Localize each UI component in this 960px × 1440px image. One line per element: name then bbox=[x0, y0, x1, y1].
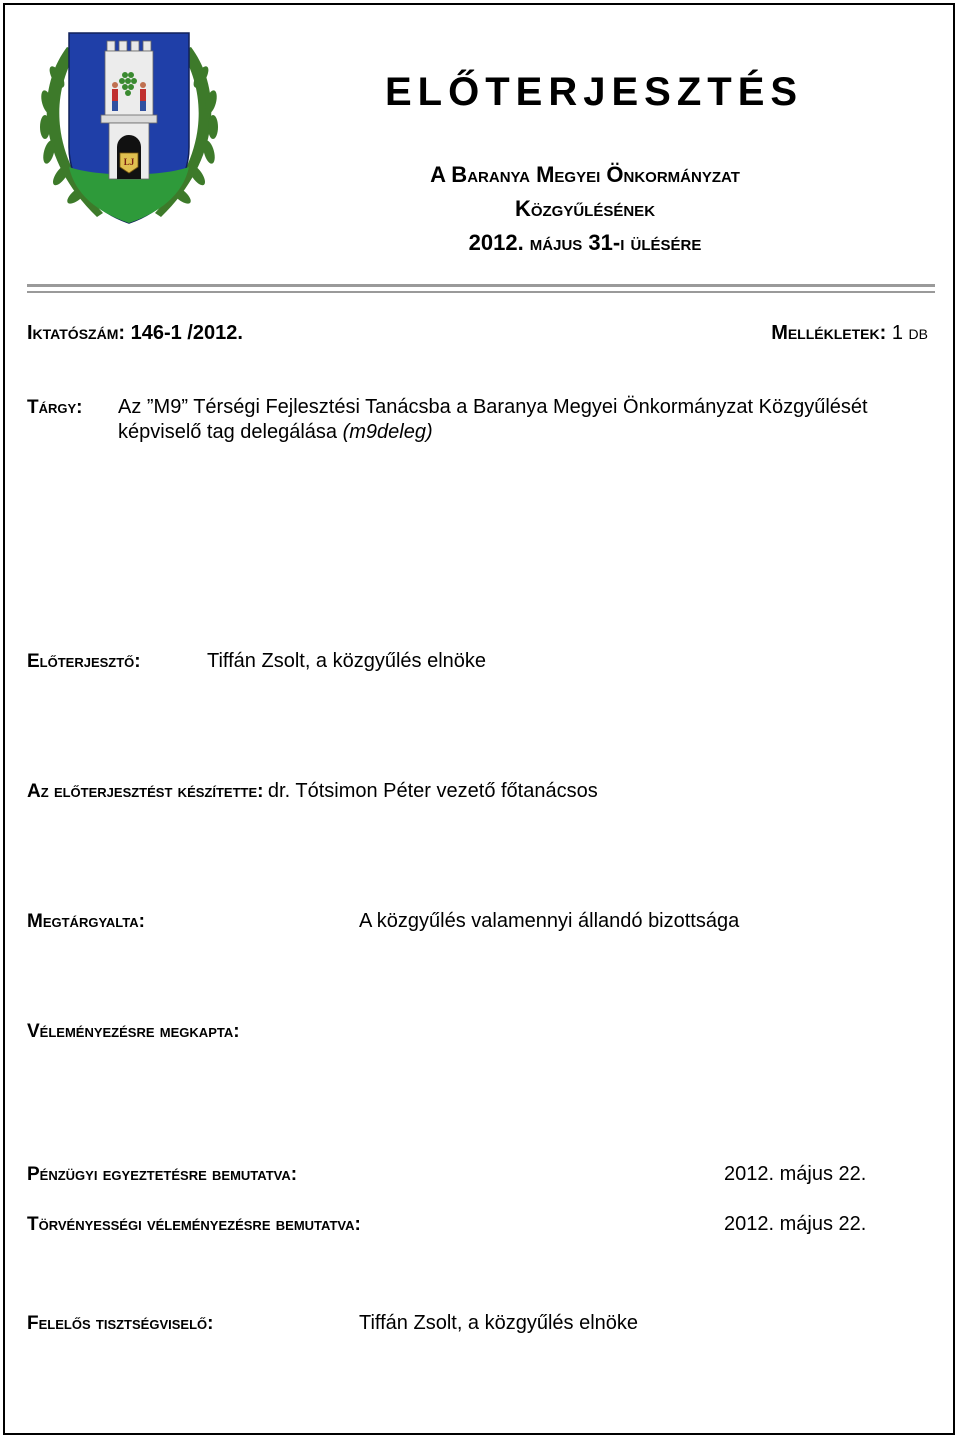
tower-icon bbox=[101, 41, 157, 179]
financial-date: 2012. május 22. bbox=[724, 1163, 867, 1185]
prepared-by-label: Az előterjesztést készítette: bbox=[27, 781, 264, 802]
responsible-label: Felelős tisztségviselő: bbox=[27, 1313, 214, 1334]
presenter-label: Előterjesztő: bbox=[27, 651, 141, 672]
presenter-value: Tiffán Zsolt, a közgyűlés elnöke bbox=[207, 650, 487, 672]
coat-of-arms bbox=[27, 27, 231, 233]
prepared-by-row bbox=[27, 780, 598, 803]
legal-label: Törvényességi véleményezésre bemutatva: bbox=[27, 1214, 361, 1235]
svg-text:LJ: LJ bbox=[123, 157, 135, 167]
prepared-by-value: dr. Tótsimon Péter vezető főtanácsos bbox=[267, 780, 598, 802]
subject-line-2: képviselő tag delegálása (m9deleg) bbox=[118, 421, 433, 443]
subtitle-line-1: A Baranya Megyei Önkormányzat bbox=[430, 162, 740, 187]
attachments-count: Mellékletek: 1 db bbox=[771, 322, 928, 344]
divider-rule-bottom bbox=[27, 291, 935, 293]
subject-label: Tárgy: bbox=[27, 397, 83, 418]
legal-date: 2012. május 22. bbox=[724, 1213, 867, 1235]
divider-rule-top bbox=[27, 284, 935, 287]
received-label: Véleményezésre megkapta: bbox=[27, 1021, 240, 1042]
discussed-label: Megtárgyalta: bbox=[27, 911, 145, 932]
document-title: ELŐTERJESZTÉS bbox=[385, 70, 804, 114]
responsible-value: Tiffán Zsolt, a közgyűlés elnöke bbox=[359, 1312, 639, 1334]
reference-number: Iktatószám: 146-1 /2012. bbox=[27, 322, 243, 344]
subtitle-line-2: Közgyűlésének bbox=[514, 196, 656, 221]
discussed-value: A közgyűlés valamennyi állandó bizottsága bbox=[359, 910, 740, 932]
financial-label: Pénzügyi egyeztetésre bemutatva: bbox=[27, 1164, 298, 1185]
subject-line-1: Az ”M9” Térségi Fejlesztési Tanácsba a Baranya Megyei Önkormányzat Közgyűlését bbox=[118, 396, 868, 418]
subtitle-line-3: 2012. május 31-i ülésére bbox=[468, 230, 702, 255]
